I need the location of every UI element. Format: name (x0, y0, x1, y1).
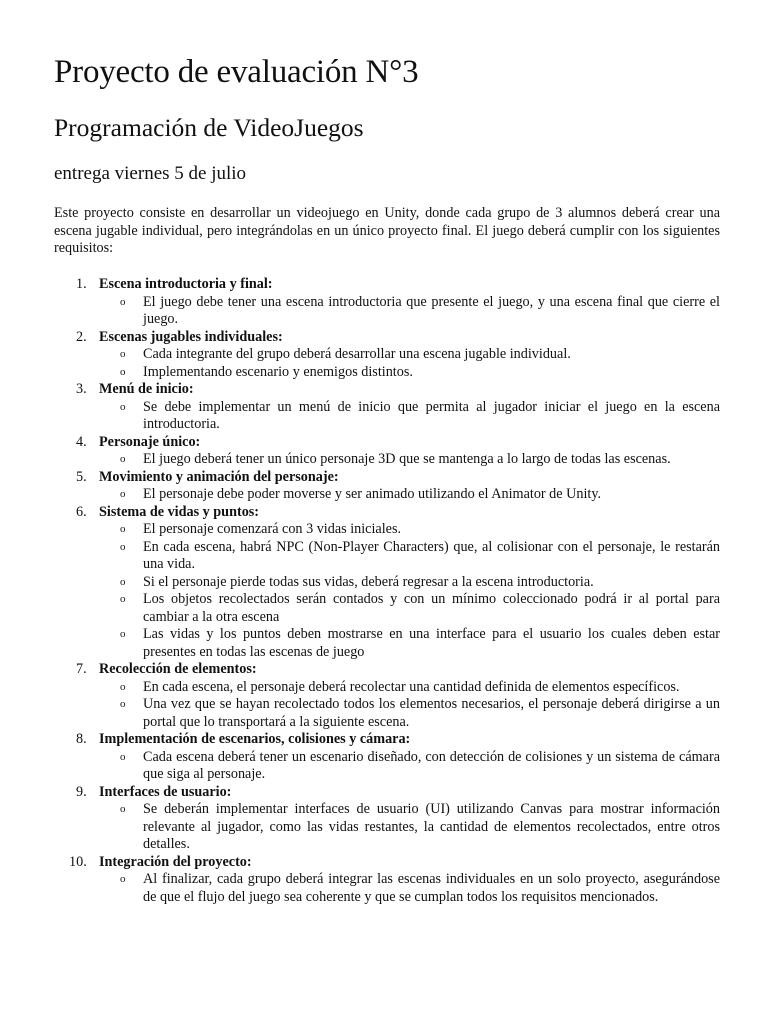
requirement-title: Integración del proyecto: (99, 853, 252, 870)
requirement-detail-item (99, 749, 720, 784)
requirement-item (54, 854, 720, 907)
requirement-detail-text: Si el personaje pierde todas sus vidas, deberá regresar a la escena introductoria. (143, 573, 594, 590)
requirement-item (54, 276, 720, 329)
requirement-detail-text: Implementando escenario y enemigos distintos. (143, 363, 413, 380)
requirement-number: 8. (76, 731, 87, 747)
hollow-bullet-icon: o (120, 348, 126, 360)
requirement-detail-text: El juego debe tener una escena introductoria que presente el juego, y una escena final que cierre el juego. (143, 293, 720, 327)
requirement-detail-item (99, 626, 720, 661)
requirement-item (54, 504, 720, 662)
requirement-detail-list (99, 399, 720, 434)
hollow-bullet-icon: o (120, 523, 126, 535)
hollow-bullet-icon: o (120, 400, 126, 413)
requirement-detail-text: El personaje debe poder moverse y ser animado utilizando el Animator de Unity. (143, 486, 602, 502)
requirement-item (54, 469, 720, 504)
requirement-number: 9. (76, 783, 87, 800)
requirement-detail-item (99, 539, 720, 574)
requirement-title: Escena introductoria y final: (99, 276, 273, 292)
intro-paragraph: Este proyecto consiste en desarrollar un videojuego en Unity, donde cada grupo de 3 alumnos deberá crear una escena jugable individual, pero integrándolas en un único proyecto final. El juego deberá cumplir con los siguientes requisitos: (54, 205, 720, 257)
requirement-item (54, 784, 720, 854)
requirement-detail-item (99, 451, 720, 469)
requirements-list (54, 276, 720, 906)
requirement-detail-item (99, 801, 720, 854)
requirement-detail-list (99, 801, 720, 854)
requirement-detail-item (99, 486, 720, 504)
requirement-item (54, 434, 720, 469)
document-title: Proyecto de evaluación N°3 (54, 54, 419, 90)
requirement-detail-text: Cada escena deberá tener un escenario diseñado, con detección de colisiones y un sistema de cámara que siga al personaje. (143, 748, 720, 782)
requirement-number: 5. (76, 468, 87, 485)
requirement-item (54, 661, 720, 731)
hollow-bullet-icon: o (120, 295, 126, 308)
hollow-bullet-icon: o (120, 575, 126, 588)
hollow-bullet-icon: o (120, 593, 126, 605)
requirement-number: 6. (76, 503, 87, 520)
requirement-detail-text: En cada escena, habrá NPC (Non-Player Characters) que, al colisionar con el personaje, le restarán una vida. (143, 538, 720, 572)
requirement-detail-list (99, 486, 720, 504)
requirement-title: Recolección de elementos: (99, 661, 257, 677)
due-date: entrega viernes 5 de julio (54, 163, 247, 184)
requirement-detail-item (99, 591, 720, 626)
requirement-item (54, 381, 720, 434)
requirement-number: 7. (76, 661, 87, 677)
requirement-title: Escenas jugables individuales: (99, 328, 283, 345)
requirement-detail-list (99, 521, 720, 661)
requirement-detail-list (99, 679, 720, 732)
requirement-title: Menú de inicio: (99, 381, 194, 397)
hollow-bullet-icon: o (120, 488, 126, 500)
requirement-detail-item (99, 364, 720, 382)
hollow-bullet-icon: o (120, 365, 126, 378)
requirement-detail-item (99, 871, 720, 906)
requirement-detail-text: Las vidas y los puntos deben mostrarse en una interface para el usuario los cuales deben estar presentes en todas las escenas de juego (143, 626, 720, 660)
requirement-detail-text: El personaje comenzará con 3 vidas iniciales. (143, 521, 402, 537)
hollow-bullet-icon: o (120, 453, 126, 465)
requirement-number: 2. (76, 328, 87, 345)
hollow-bullet-icon: o (120, 680, 126, 693)
requirement-item (54, 329, 720, 382)
document-subtitle: Programación de VideoJuegos (54, 113, 364, 142)
requirement-detail-list (99, 871, 720, 906)
hollow-bullet-icon: o (120, 540, 126, 553)
requirement-detail-text: Se deberán implementar interfaces de usuario (UI) utilizando Canvas para mostrar información relevante al jugador, como las vidas restantes, la cantidad de elementos recolectados, entre otros detalles. (143, 801, 720, 852)
requirement-detail-item (99, 696, 720, 731)
requirement-detail-item (99, 521, 720, 539)
requirement-detail-item (99, 294, 720, 329)
requirement-detail-text: El juego deberá tener un único personaje 3D que se mantenga a lo largo de todas las escenas. (143, 451, 671, 467)
hollow-bullet-icon: o (120, 750, 126, 763)
requirement-detail-text: Los objetos recolectados serán contados y con un mínimo coleccionado podrá ir al portal para cambiar a la otra escena (143, 591, 720, 625)
hollow-bullet-icon: o (120, 628, 126, 640)
requirement-detail-text: Cada integrante del grupo deberá desarrollar una escena jugable individual. (143, 346, 571, 362)
requirement-detail-item (99, 346, 720, 364)
requirement-title: Implementación de escenarios, colisiones y cámara: (99, 731, 411, 747)
requirement-detail-item (99, 399, 720, 434)
requirement-title: Interfaces de usuario: (99, 783, 232, 800)
hollow-bullet-icon: o (120, 803, 126, 815)
hollow-bullet-icon: o (120, 873, 126, 885)
requirement-number: 3. (76, 381, 87, 397)
requirement-detail-list (99, 749, 720, 784)
requirement-detail-text: Al finalizar, cada grupo deberá integrar las escenas individuales en un solo proyecto, asegurándose de que el flujo del juego sea coherente y que se cumplan todos los requisitos mencionados. (143, 871, 720, 905)
requirement-detail-list (99, 346, 720, 381)
hollow-bullet-icon: o (120, 698, 126, 710)
requirement-detail-item (99, 574, 720, 592)
requirement-detail-item (99, 679, 720, 697)
requirement-number: 1. (76, 276, 87, 292)
requirement-title: Personaje único: (99, 433, 201, 450)
requirement-title: Movimiento y animación del personaje: (99, 468, 339, 485)
requirement-detail-text: Una vez que se hayan recolectado todos los elementos necesarios, el personaje deberá dirigirse a un portal que lo transportará a la siguiente escena. (143, 696, 720, 730)
requirement-detail-text: En cada escena, el personaje deberá recolectar una cantidad definida de elementos específicos. (143, 678, 680, 695)
requirement-item (54, 731, 720, 784)
requirement-detail-list (99, 294, 720, 329)
requirement-title: Sistema de vidas y puntos: (99, 503, 260, 520)
requirement-number: 10. (69, 853, 87, 870)
requirement-number: 4. (76, 433, 87, 450)
requirement-detail-list (99, 451, 720, 469)
requirement-detail-text: Se debe implementar un menú de inicio que permita al jugador iniciar el juego en la escena introductoria. (143, 398, 720, 432)
